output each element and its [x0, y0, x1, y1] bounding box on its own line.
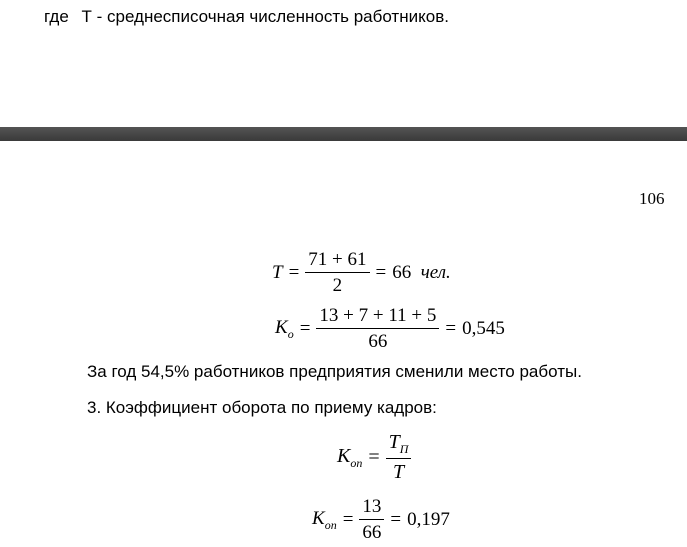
formula-lhs: $K_о$: [275, 316, 294, 341]
lhs-subscript: оп: [324, 517, 337, 532]
conclusion-text: За год 54,5% работников предприятия сменили место работы.: [87, 362, 582, 381]
unit: чел.: [420, 262, 451, 283]
denominator: 2: [332, 275, 343, 296]
numerator: 13 + 7 + 11 + 5: [316, 306, 439, 329]
result: 0,197: [407, 509, 450, 530]
equals-sign: =: [390, 509, 402, 530]
formula-hiring-turnover-value: [312, 497, 450, 542]
definition-line: [44, 7, 449, 27]
numerator: 13: [359, 497, 384, 520]
formula-turnover-coefficient: [275, 306, 505, 351]
result: 66: [392, 262, 412, 283]
fraction: [386, 432, 412, 482]
equals-sign: =: [375, 262, 387, 283]
lhs-subscript: оп: [350, 455, 363, 470]
formula-lhs: $K_{оп}$: [312, 507, 337, 532]
equals-sign: =: [288, 262, 300, 283]
denominator: 66: [368, 331, 388, 352]
item-3-heading: 3. Коэффициент оборота по приему кадров:: [87, 398, 437, 417]
fraction: [359, 497, 384, 542]
lhs-subscript: о: [287, 326, 294, 341]
equals-sign: =: [445, 318, 457, 339]
equals-sign: =: [368, 446, 380, 468]
denominator: T: [392, 461, 405, 483]
page-number: 106: [639, 189, 665, 208]
formula-lhs: T: [272, 262, 283, 283]
formula-lhs: $K_{оп}$: [337, 444, 363, 470]
result: 0,545: [462, 318, 505, 339]
numerator: 71 + 61: [305, 250, 369, 273]
definition-text: среднесписочная численность работников.: [106, 7, 449, 26]
variable-t: Т: [81, 7, 92, 26]
formula-average-headcount: [272, 250, 451, 295]
equals-sign: =: [342, 509, 354, 530]
numerator: $T_П$: [386, 432, 412, 459]
formula-hiring-turnover: [337, 432, 411, 482]
page-break-bar: [0, 127, 687, 141]
equals-sign: =: [299, 318, 311, 339]
fraction: [305, 250, 369, 295]
numerator-subscript: П: [399, 442, 409, 456]
denominator: 66: [362, 522, 382, 543]
fraction: [316, 306, 439, 351]
where-word: где: [44, 7, 69, 26]
dash: -: [96, 7, 103, 26]
